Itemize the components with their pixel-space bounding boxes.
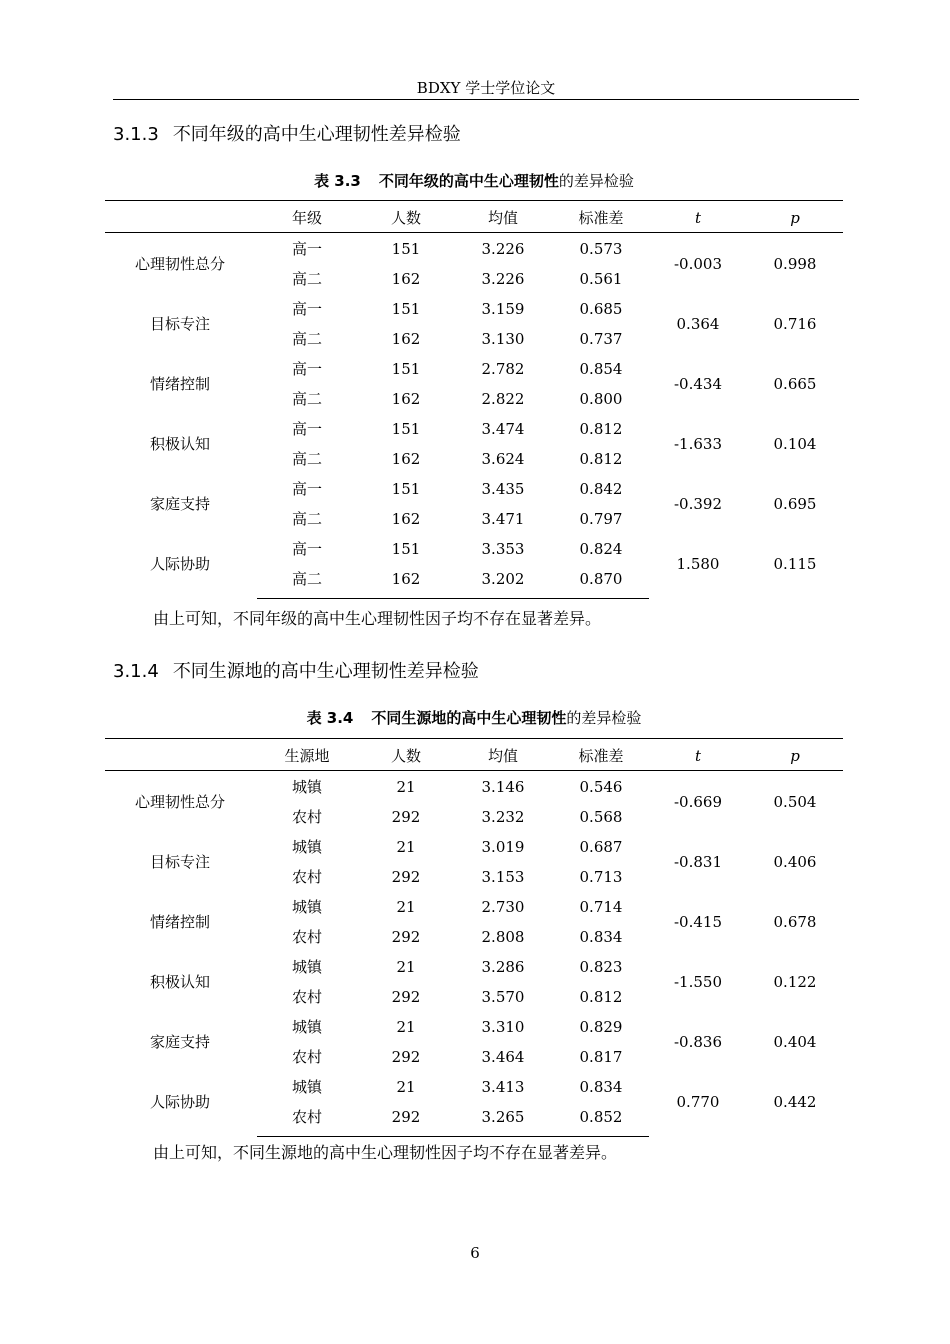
cell-sd: 0.737 [579, 330, 623, 348]
section-title: 不同年级的高中生心理韧性差异检验 [172, 124, 461, 145]
cell-count: 151 [391, 360, 421, 378]
cell-group: 农村 [291, 1108, 322, 1126]
column-header-sd: 标准差 [578, 209, 624, 227]
cell-sd: 0.685 [579, 300, 623, 318]
cell-count: 292 [391, 1108, 421, 1126]
cell-count: 162 [391, 270, 421, 288]
column-header-mean: 均值 [487, 747, 518, 765]
cell-count: 162 [391, 570, 421, 588]
row-label: 目标专注 [149, 853, 210, 871]
cell-sd: 0.800 [579, 390, 623, 408]
cell-count: 21 [396, 1078, 416, 1096]
cell-mean: 3.435 [481, 480, 525, 498]
cell-group: 高一 [291, 360, 322, 378]
caption-strong: 不同生源地的高中生心理韧性 [371, 709, 567, 727]
cell-mean: 3.464 [481, 1048, 525, 1066]
cell-mean: 3.624 [481, 450, 525, 468]
cell-sd: 0.812 [579, 420, 623, 438]
cell-mean: 3.159 [481, 300, 525, 318]
cell-group: 高一 [291, 480, 322, 498]
cell-p-value: 0.678 [773, 913, 817, 931]
cell-mean: 3.146 [481, 778, 525, 796]
cell-mean: 3.471 [481, 510, 525, 528]
cell-group: 高二 [291, 510, 322, 528]
cell-count: 292 [391, 988, 421, 1006]
cell-count: 151 [391, 420, 421, 438]
cell-sd: 0.834 [579, 1078, 623, 1096]
cell-count: 21 [396, 958, 416, 976]
row-label: 家庭支持 [149, 495, 210, 513]
row-label: 人际协助 [149, 1093, 210, 1111]
cell-mean: 3.286 [481, 958, 525, 976]
cell-group: 农村 [291, 808, 322, 826]
table-header-rule [105, 232, 843, 233]
column-header-count: 人数 [390, 747, 421, 765]
cell-sd: 0.817 [579, 1048, 623, 1066]
cell-count: 21 [396, 838, 416, 856]
row-label: 积极认知 [149, 973, 210, 991]
cell-count: 162 [391, 450, 421, 468]
section-title: 不同生源地的高中生心理韧性差异检验 [172, 661, 479, 682]
cell-t-value: 0.770 [676, 1093, 720, 1111]
cell-group: 农村 [291, 928, 322, 946]
column-header-p-value: p [790, 747, 800, 765]
cell-p-value: 0.998 [773, 255, 817, 273]
cell-group: 城镇 [291, 1078, 322, 1096]
cell-count: 162 [391, 390, 421, 408]
cell-mean: 3.153 [481, 868, 525, 886]
section-heading-3-1-3 [113, 120, 461, 146]
cell-count: 151 [391, 300, 421, 318]
table-caption-3-4 [105, 707, 843, 728]
cell-mean: 3.413 [481, 1078, 525, 1096]
cell-group: 农村 [291, 868, 322, 886]
caption-number: 表 3.4 [306, 709, 354, 727]
cell-count: 162 [391, 510, 421, 528]
cell-group: 城镇 [291, 838, 322, 856]
cell-t-value: 1.580 [676, 555, 720, 573]
cell-p-value: 0.404 [773, 1033, 817, 1051]
cell-mean: 2.808 [481, 928, 525, 946]
cell-mean: 3.474 [481, 420, 525, 438]
cell-sd: 0.829 [579, 1018, 623, 1036]
cell-t-value: -0.003 [673, 255, 722, 273]
cell-group: 高一 [291, 420, 322, 438]
running-header: BDXY 学士学位论文 [416, 79, 556, 97]
column-header-t-value: t [694, 209, 702, 227]
cell-sd: 0.714 [579, 898, 623, 916]
cell-sd: 0.842 [579, 480, 623, 498]
cell-group: 城镇 [291, 1018, 322, 1036]
table-bottom-rule [257, 1136, 649, 1137]
cell-mean: 3.019 [481, 838, 525, 856]
cell-group: 高二 [291, 450, 322, 468]
caption-strong: 不同年级的高中生心理韧性 [378, 172, 559, 190]
column-header-group: 生源地 [284, 747, 330, 765]
column-header-t-value: t [694, 747, 702, 765]
section-number: 3.1.4 [113, 661, 159, 682]
cell-t-value: -0.434 [673, 375, 722, 393]
cell-mean: 2.822 [481, 390, 525, 408]
cell-sd: 0.852 [579, 1108, 623, 1126]
column-header-sd: 标准差 [578, 747, 624, 765]
conclusion-paragraph: 由上可知，不同生源地的高中生心理韧性因子均不存在显著差异。 [153, 1143, 618, 1162]
cell-sd: 0.812 [579, 988, 623, 1006]
cell-p-value: 0.716 [773, 315, 817, 333]
cell-mean: 3.226 [481, 240, 525, 258]
cell-mean: 3.310 [481, 1018, 525, 1036]
cell-group: 高二 [291, 570, 322, 588]
column-header-mean: 均值 [487, 209, 518, 227]
cell-t-value: -0.836 [673, 1033, 722, 1051]
cell-count: 21 [396, 778, 416, 796]
cell-p-value: 0.695 [773, 495, 817, 513]
cell-group: 城镇 [291, 958, 322, 976]
cell-p-value: 0.504 [773, 793, 817, 811]
cell-group: 城镇 [291, 898, 322, 916]
cell-mean: 2.782 [481, 360, 525, 378]
cell-count: 151 [391, 240, 421, 258]
caption-rest: 的差异检验 [558, 172, 634, 190]
cell-t-value: -1.550 [673, 973, 722, 991]
row-label: 心理韧性总分 [134, 793, 225, 811]
cell-sd: 0.797 [579, 510, 623, 528]
cell-group: 农村 [291, 988, 322, 1006]
conclusion-paragraph: 由上可知，不同年级的高中生心理韧性因子均不存在显著差异。 [153, 609, 602, 628]
cell-t-value: -0.415 [673, 913, 722, 931]
cell-count: 292 [391, 808, 421, 826]
cell-sd: 0.687 [579, 838, 623, 856]
cell-t-value: -0.831 [673, 853, 722, 871]
cell-group: 高一 [291, 300, 322, 318]
cell-t-value: -1.633 [673, 435, 722, 453]
cell-sd: 0.568 [579, 808, 623, 826]
column-header-group: 年级 [291, 209, 322, 227]
row-label: 情绪控制 [149, 375, 210, 393]
table-bottom-rule [257, 598, 649, 599]
cell-t-value: 0.364 [676, 315, 720, 333]
cell-group: 高二 [291, 330, 322, 348]
cell-group: 城镇 [291, 778, 322, 796]
cell-count: 151 [391, 540, 421, 558]
row-label: 家庭支持 [149, 1033, 210, 1051]
cell-mean: 3.265 [481, 1108, 525, 1126]
cell-p-value: 0.122 [773, 973, 817, 991]
cell-mean: 3.232 [481, 808, 525, 826]
cell-sd: 0.834 [579, 928, 623, 946]
cell-mean: 3.570 [481, 988, 525, 1006]
row-label: 人际协助 [149, 555, 210, 573]
table-top-rule [105, 200, 843, 201]
cell-count: 292 [391, 1048, 421, 1066]
cell-p-value: 0.104 [773, 435, 817, 453]
cell-t-value: -0.669 [673, 793, 722, 811]
cell-sd: 0.823 [579, 958, 623, 976]
cell-p-value: 0.442 [773, 1093, 817, 1111]
cell-sd: 0.561 [579, 270, 623, 288]
cell-mean: 3.353 [481, 540, 525, 558]
cell-count: 21 [396, 1018, 416, 1036]
cell-count: 162 [391, 330, 421, 348]
cell-group: 高二 [291, 270, 322, 288]
cell-mean: 3.130 [481, 330, 525, 348]
cell-sd: 0.870 [579, 570, 623, 588]
row-label: 情绪控制 [149, 913, 210, 931]
row-label: 心理韧性总分 [134, 255, 225, 273]
section-heading-3-1-4 [113, 657, 479, 683]
cell-sd: 0.812 [579, 450, 623, 468]
column-header-count: 人数 [390, 209, 421, 227]
cell-count: 21 [396, 898, 416, 916]
cell-sd: 0.546 [579, 778, 623, 796]
page-number: 6 [470, 1244, 480, 1262]
cell-count: 292 [391, 868, 421, 886]
table-header-rule [105, 770, 843, 771]
cell-p-value: 0.115 [773, 555, 817, 573]
cell-group: 高一 [291, 540, 322, 558]
table-top-rule [105, 738, 843, 739]
section-number: 3.1.3 [113, 124, 159, 145]
cell-mean: 3.226 [481, 270, 525, 288]
cell-t-value: -0.392 [673, 495, 722, 513]
header-rule [113, 99, 859, 100]
cell-group: 农村 [291, 1048, 322, 1066]
caption-rest: 的差异检验 [566, 709, 642, 727]
cell-group: 高二 [291, 390, 322, 408]
table-caption-3-3 [105, 170, 843, 191]
cell-count: 151 [391, 480, 421, 498]
cell-sd: 0.854 [579, 360, 623, 378]
caption-number: 表 3.3 [314, 172, 361, 190]
cell-p-value: 0.406 [773, 853, 817, 871]
cell-group: 高一 [291, 240, 322, 258]
cell-p-value: 0.665 [773, 375, 817, 393]
cell-mean: 2.730 [481, 898, 525, 916]
row-label: 目标专注 [149, 315, 210, 333]
cell-sd: 0.824 [579, 540, 623, 558]
column-header-p-value: p [790, 209, 800, 227]
cell-mean: 3.202 [481, 570, 525, 588]
cell-sd: 0.713 [579, 868, 623, 886]
cell-sd: 0.573 [579, 240, 623, 258]
row-label: 积极认知 [149, 435, 210, 453]
cell-count: 292 [391, 928, 421, 946]
